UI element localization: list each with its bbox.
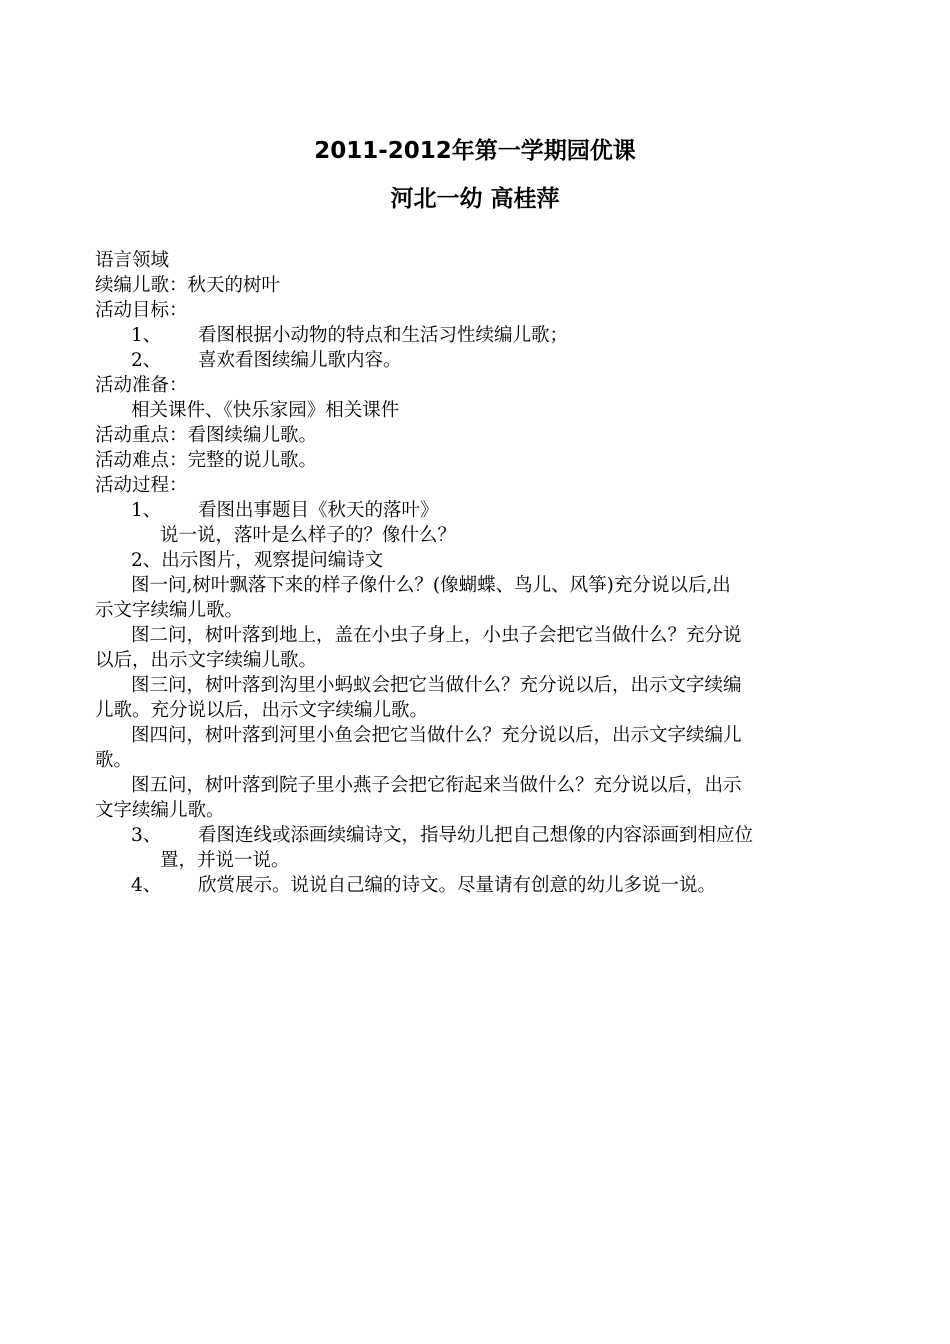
goal-text: 看图根据小动物的特点和生活习性续编儿歌； <box>198 325 569 346</box>
process-heading: 活动过程： <box>95 475 188 496</box>
step-sub-text: 说一说，落叶是么样子的？像什么？ <box>160 525 457 546</box>
process-step <box>95 498 860 523</box>
picture-question-line: 示文字续编儿歌。 <box>95 600 244 621</box>
focus-text: 活动重点：看图续编儿歌。 <box>95 425 318 446</box>
lesson-title: 续编儿歌：秋天的树叶 <box>95 275 281 296</box>
picture-question-line: 图二问，树叶落到地上，盖在小虫子身上，小虫子会把它当做什么？充分说 <box>131 625 742 646</box>
goal-number: 2、 <box>131 350 162 371</box>
step-text: 欣赏展示。说说自己编的诗文。尽量请有创意的幼儿多说一说。 <box>198 875 717 896</box>
prep-text: 相关课件、《快乐家园》相关课件 <box>131 400 400 421</box>
page-title: 2011-2012年第一学期园优课 <box>314 138 636 164</box>
goal-number: 1、 <box>131 325 162 346</box>
picture-question-line: 歌。 <box>95 750 133 771</box>
picture-question-line: 图五问，树叶落到院子里小燕子会把它衔起来当做什么？充分说以后，出示 <box>131 775 742 796</box>
process-step <box>95 823 860 848</box>
domain-label: 语言领域 <box>95 250 170 271</box>
goals-heading: 活动目标： <box>95 300 188 321</box>
step-text-continued: 置，并说一说。 <box>160 850 290 871</box>
picture-question-line: 图一问,树叶飘落下来的样子像什么？(像蝴蝶、鸟儿、风筝)充分说以后,出 <box>131 575 731 596</box>
picture-question-line: 儿歌。充分说以后，出示文字续编儿歌。 <box>95 700 429 721</box>
step-number: 4、 <box>131 875 162 896</box>
picture-question-line: 文字续编儿歌。 <box>95 800 225 821</box>
picture-question-line: 以后，出示文字续编儿歌。 <box>95 650 318 671</box>
prep-heading: 活动准备： <box>95 375 188 396</box>
step-number: 1、 <box>131 500 162 521</box>
step-text: 看图连线或添画续编诗文，指导幼儿把自己想像的内容添画到相应位 <box>198 825 754 846</box>
difficulty-text: 活动难点：完整的说儿歌。 <box>95 450 318 471</box>
goal-item <box>95 348 860 373</box>
step-number: 3、 <box>131 825 162 846</box>
process-step: 2、出示图片，观察提问编诗文 <box>131 550 384 571</box>
page-subtitle: 河北一幼 高桂萍 <box>390 186 560 212</box>
process-step <box>95 873 860 898</box>
goal-item <box>95 323 860 348</box>
step-text: 看图出事题目《秋天的落叶》 <box>198 500 439 521</box>
picture-question-line: 图三问，树叶落到沟里小蚂蚁会把它当做什么？充分说以后，出示文字续编 <box>131 675 742 696</box>
goal-text: 喜欢看图续编儿歌内容。 <box>198 350 402 371</box>
document-body <box>95 248 860 898</box>
picture-question-line: 图四问，树叶落到河里小鱼会把它当做什么？充分说以后，出示文字续编儿 <box>131 725 742 746</box>
